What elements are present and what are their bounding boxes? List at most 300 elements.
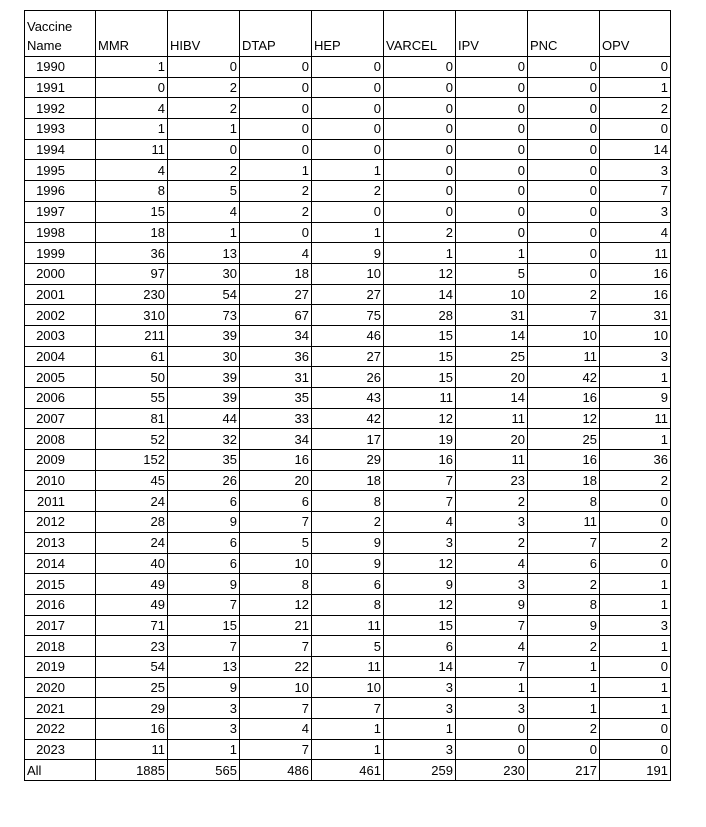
- value-cell[interactable]: 6: [168, 532, 240, 553]
- header-cell-opv[interactable]: OPV: [600, 11, 671, 57]
- value-cell[interactable]: 1: [312, 739, 384, 760]
- value-cell[interactable]: 0: [384, 57, 456, 78]
- value-cell[interactable]: 4: [456, 636, 528, 657]
- value-cell[interactable]: 15: [168, 615, 240, 636]
- value-cell[interactable]: 5: [168, 181, 240, 202]
- total-value-cell[interactable]: 259: [384, 760, 456, 781]
- total-value-cell[interactable]: 217: [528, 760, 600, 781]
- value-cell[interactable]: 32: [168, 429, 240, 450]
- year-cell[interactable]: 2002: [25, 305, 96, 326]
- value-cell[interactable]: 1: [456, 243, 528, 264]
- value-cell[interactable]: 42: [312, 408, 384, 429]
- value-cell[interactable]: 15: [384, 615, 456, 636]
- value-cell[interactable]: 6: [240, 491, 312, 512]
- value-cell[interactable]: 2: [528, 719, 600, 740]
- value-cell[interactable]: 10: [600, 325, 671, 346]
- value-cell[interactable]: 11: [528, 512, 600, 533]
- year-cell[interactable]: 2009: [25, 450, 96, 471]
- value-cell[interactable]: 23: [96, 636, 168, 657]
- value-cell[interactable]: 2: [312, 512, 384, 533]
- value-cell[interactable]: 9: [168, 677, 240, 698]
- value-cell[interactable]: 0: [528, 98, 600, 119]
- value-cell[interactable]: 9: [528, 615, 600, 636]
- value-cell[interactable]: 0: [528, 160, 600, 181]
- value-cell[interactable]: 10: [456, 284, 528, 305]
- value-cell[interactable]: 11: [384, 388, 456, 409]
- value-cell[interactable]: 11: [96, 739, 168, 760]
- value-cell[interactable]: 0: [600, 656, 671, 677]
- value-cell[interactable]: 24: [96, 532, 168, 553]
- value-cell[interactable]: 42: [528, 367, 600, 388]
- year-cell[interactable]: 2013: [25, 532, 96, 553]
- value-cell[interactable]: 7: [528, 305, 600, 326]
- value-cell[interactable]: 8: [528, 491, 600, 512]
- total-value-cell[interactable]: 565: [168, 760, 240, 781]
- value-cell[interactable]: 3: [456, 574, 528, 595]
- value-cell[interactable]: 25: [528, 429, 600, 450]
- value-cell[interactable]: 0: [456, 77, 528, 98]
- value-cell[interactable]: 27: [240, 284, 312, 305]
- value-cell[interactable]: 0: [384, 98, 456, 119]
- value-cell[interactable]: 14: [384, 656, 456, 677]
- value-cell[interactable]: 5: [312, 636, 384, 657]
- value-cell[interactable]: 30: [168, 263, 240, 284]
- value-cell[interactable]: 0: [528, 57, 600, 78]
- value-cell[interactable]: 1: [240, 160, 312, 181]
- value-cell[interactable]: 4: [240, 719, 312, 740]
- value-cell[interactable]: 0: [168, 139, 240, 160]
- value-cell[interactable]: 0: [384, 181, 456, 202]
- value-cell[interactable]: 16: [96, 719, 168, 740]
- value-cell[interactable]: 3: [600, 201, 671, 222]
- value-cell[interactable]: 40: [96, 553, 168, 574]
- value-cell[interactable]: 11: [528, 346, 600, 367]
- header-cell-pnc[interactable]: PNC: [528, 11, 600, 57]
- value-cell[interactable]: 3: [456, 512, 528, 533]
- value-cell[interactable]: 54: [96, 656, 168, 677]
- value-cell[interactable]: 55: [96, 388, 168, 409]
- value-cell[interactable]: 1: [168, 119, 240, 140]
- value-cell[interactable]: 13: [168, 243, 240, 264]
- value-cell[interactable]: 4: [96, 98, 168, 119]
- value-cell[interactable]: 3: [384, 739, 456, 760]
- value-cell[interactable]: 0: [312, 201, 384, 222]
- value-cell[interactable]: 8: [240, 574, 312, 595]
- value-cell[interactable]: 2: [168, 98, 240, 119]
- value-cell[interactable]: 0: [240, 98, 312, 119]
- value-cell[interactable]: 1: [600, 698, 671, 719]
- value-cell[interactable]: 15: [96, 201, 168, 222]
- year-cell[interactable]: 2022: [25, 719, 96, 740]
- value-cell[interactable]: 1: [168, 739, 240, 760]
- value-cell[interactable]: 11: [600, 408, 671, 429]
- value-cell[interactable]: 2: [168, 77, 240, 98]
- value-cell[interactable]: 36: [96, 243, 168, 264]
- value-cell[interactable]: 2: [600, 532, 671, 553]
- value-cell[interactable]: 7: [528, 532, 600, 553]
- value-cell[interactable]: 0: [384, 139, 456, 160]
- year-cell[interactable]: 2001: [25, 284, 96, 305]
- value-cell[interactable]: 0: [312, 77, 384, 98]
- value-cell[interactable]: 31: [600, 305, 671, 326]
- value-cell[interactable]: 25: [456, 346, 528, 367]
- value-cell[interactable]: 13: [168, 656, 240, 677]
- value-cell[interactable]: 16: [600, 263, 671, 284]
- value-cell[interactable]: 7: [240, 739, 312, 760]
- value-cell[interactable]: 3: [168, 698, 240, 719]
- year-cell[interactable]: 1996: [25, 181, 96, 202]
- value-cell[interactable]: 0: [456, 139, 528, 160]
- value-cell[interactable]: 20: [456, 367, 528, 388]
- value-cell[interactable]: 1: [600, 677, 671, 698]
- value-cell[interactable]: 54: [168, 284, 240, 305]
- value-cell[interactable]: 1: [600, 636, 671, 657]
- value-cell[interactable]: 7: [168, 594, 240, 615]
- value-cell[interactable]: 0: [168, 57, 240, 78]
- value-cell[interactable]: 14: [456, 388, 528, 409]
- value-cell[interactable]: 2: [456, 532, 528, 553]
- value-cell[interactable]: 5: [456, 263, 528, 284]
- value-cell[interactable]: 0: [528, 201, 600, 222]
- value-cell[interactable]: 4: [96, 160, 168, 181]
- value-cell[interactable]: 5: [240, 532, 312, 553]
- value-cell[interactable]: 12: [528, 408, 600, 429]
- value-cell[interactable]: 7: [240, 698, 312, 719]
- value-cell[interactable]: 4: [600, 222, 671, 243]
- value-cell[interactable]: 19: [384, 429, 456, 450]
- year-cell[interactable]: 1991: [25, 77, 96, 98]
- value-cell[interactable]: 34: [240, 429, 312, 450]
- total-value-cell[interactable]: 461: [312, 760, 384, 781]
- value-cell[interactable]: 9: [312, 532, 384, 553]
- value-cell[interactable]: 2: [600, 470, 671, 491]
- value-cell[interactable]: 36: [240, 346, 312, 367]
- total-value-cell[interactable]: 1885: [96, 760, 168, 781]
- value-cell[interactable]: 10: [240, 553, 312, 574]
- year-cell[interactable]: 2017: [25, 615, 96, 636]
- header-cell-hibv[interactable]: HIBV: [168, 11, 240, 57]
- value-cell[interactable]: 0: [600, 491, 671, 512]
- year-cell[interactable]: 1997: [25, 201, 96, 222]
- value-cell[interactable]: 1: [312, 719, 384, 740]
- value-cell[interactable]: 1: [312, 222, 384, 243]
- value-cell[interactable]: 230: [96, 284, 168, 305]
- year-cell[interactable]: 1994: [25, 139, 96, 160]
- value-cell[interactable]: 7: [312, 698, 384, 719]
- value-cell[interactable]: 6: [168, 553, 240, 574]
- value-cell[interactable]: 6: [384, 636, 456, 657]
- value-cell[interactable]: 0: [240, 222, 312, 243]
- value-cell[interactable]: 7: [384, 470, 456, 491]
- value-cell[interactable]: 152: [96, 450, 168, 471]
- value-cell[interactable]: 22: [240, 656, 312, 677]
- value-cell[interactable]: 4: [456, 553, 528, 574]
- year-cell[interactable]: 2003: [25, 325, 96, 346]
- value-cell[interactable]: 73: [168, 305, 240, 326]
- value-cell[interactable]: 33: [240, 408, 312, 429]
- value-cell[interactable]: 0: [528, 243, 600, 264]
- value-cell[interactable]: 0: [96, 77, 168, 98]
- value-cell[interactable]: 26: [312, 367, 384, 388]
- value-cell[interactable]: 9: [168, 512, 240, 533]
- header-cell-mmr[interactable]: MMR: [96, 11, 168, 57]
- value-cell[interactable]: 7: [456, 656, 528, 677]
- value-cell[interactable]: 14: [600, 139, 671, 160]
- value-cell[interactable]: 0: [312, 57, 384, 78]
- year-cell[interactable]: 2006: [25, 388, 96, 409]
- value-cell[interactable]: 71: [96, 615, 168, 636]
- value-cell[interactable]: 1: [384, 243, 456, 264]
- value-cell[interactable]: 11: [312, 615, 384, 636]
- value-cell[interactable]: 10: [312, 677, 384, 698]
- value-cell[interactable]: 61: [96, 346, 168, 367]
- value-cell[interactable]: 1: [528, 656, 600, 677]
- value-cell[interactable]: 0: [456, 719, 528, 740]
- value-cell[interactable]: 2: [240, 181, 312, 202]
- value-cell[interactable]: 35: [240, 388, 312, 409]
- value-cell[interactable]: 10: [312, 263, 384, 284]
- value-cell[interactable]: 8: [96, 181, 168, 202]
- value-cell[interactable]: 0: [456, 160, 528, 181]
- value-cell[interactable]: 67: [240, 305, 312, 326]
- value-cell[interactable]: 3: [384, 677, 456, 698]
- value-cell[interactable]: 27: [312, 284, 384, 305]
- value-cell[interactable]: 0: [456, 98, 528, 119]
- value-cell[interactable]: 20: [240, 470, 312, 491]
- value-cell[interactable]: 0: [600, 739, 671, 760]
- value-cell[interactable]: 18: [528, 470, 600, 491]
- value-cell[interactable]: 11: [312, 656, 384, 677]
- year-cell[interactable]: 2020: [25, 677, 96, 698]
- value-cell[interactable]: 15: [384, 325, 456, 346]
- year-cell[interactable]: 2018: [25, 636, 96, 657]
- value-cell[interactable]: 97: [96, 263, 168, 284]
- year-cell[interactable]: 2007: [25, 408, 96, 429]
- year-cell[interactable]: 2000: [25, 263, 96, 284]
- value-cell[interactable]: 211: [96, 325, 168, 346]
- value-cell[interactable]: 0: [240, 139, 312, 160]
- value-cell[interactable]: 1: [168, 222, 240, 243]
- value-cell[interactable]: 16: [528, 388, 600, 409]
- value-cell[interactable]: 16: [240, 450, 312, 471]
- value-cell[interactable]: 0: [384, 119, 456, 140]
- value-cell[interactable]: 11: [600, 243, 671, 264]
- value-cell[interactable]: 4: [240, 243, 312, 264]
- value-cell[interactable]: 81: [96, 408, 168, 429]
- year-cell[interactable]: 2004: [25, 346, 96, 367]
- value-cell[interactable]: 6: [168, 491, 240, 512]
- value-cell[interactable]: 3: [600, 160, 671, 181]
- value-cell[interactable]: 9: [456, 594, 528, 615]
- value-cell[interactable]: 1: [600, 367, 671, 388]
- header-cell-vaccine-name[interactable]: Vaccine Name: [25, 11, 96, 57]
- value-cell[interactable]: 0: [528, 77, 600, 98]
- value-cell[interactable]: 1: [384, 719, 456, 740]
- value-cell[interactable]: 0: [600, 119, 671, 140]
- value-cell[interactable]: 16: [600, 284, 671, 305]
- value-cell[interactable]: 21: [240, 615, 312, 636]
- value-cell[interactable]: 0: [528, 263, 600, 284]
- value-cell[interactable]: 18: [312, 470, 384, 491]
- value-cell[interactable]: 16: [528, 450, 600, 471]
- value-cell[interactable]: 6: [528, 553, 600, 574]
- value-cell[interactable]: 0: [240, 77, 312, 98]
- total-label-cell[interactable]: All: [25, 760, 96, 781]
- value-cell[interactable]: 17: [312, 429, 384, 450]
- value-cell[interactable]: 50: [96, 367, 168, 388]
- value-cell[interactable]: 1: [600, 429, 671, 450]
- value-cell[interactable]: 9: [600, 388, 671, 409]
- value-cell[interactable]: 3: [384, 698, 456, 719]
- value-cell[interactable]: 12: [384, 408, 456, 429]
- year-cell[interactable]: 2011: [25, 491, 96, 512]
- value-cell[interactable]: 3: [600, 615, 671, 636]
- value-cell[interactable]: 0: [600, 553, 671, 574]
- value-cell[interactable]: 39: [168, 325, 240, 346]
- value-cell[interactable]: 20: [456, 429, 528, 450]
- value-cell[interactable]: 0: [528, 119, 600, 140]
- value-cell[interactable]: 2: [456, 491, 528, 512]
- value-cell[interactable]: 14: [456, 325, 528, 346]
- value-cell[interactable]: 0: [384, 201, 456, 222]
- value-cell[interactable]: 75: [312, 305, 384, 326]
- value-cell[interactable]: 1: [528, 698, 600, 719]
- value-cell[interactable]: 0: [600, 719, 671, 740]
- value-cell[interactable]: 6: [312, 574, 384, 595]
- value-cell[interactable]: 30: [168, 346, 240, 367]
- value-cell[interactable]: 0: [528, 181, 600, 202]
- value-cell[interactable]: 11: [96, 139, 168, 160]
- value-cell[interactable]: 49: [96, 574, 168, 595]
- value-cell[interactable]: 26: [168, 470, 240, 491]
- value-cell[interactable]: 2: [528, 574, 600, 595]
- value-cell[interactable]: 15: [384, 346, 456, 367]
- value-cell[interactable]: 1: [600, 77, 671, 98]
- value-cell[interactable]: 46: [312, 325, 384, 346]
- value-cell[interactable]: 3: [600, 346, 671, 367]
- value-cell[interactable]: 25: [96, 677, 168, 698]
- value-cell[interactable]: 2: [240, 201, 312, 222]
- value-cell[interactable]: 0: [384, 77, 456, 98]
- value-cell[interactable]: 31: [240, 367, 312, 388]
- value-cell[interactable]: 29: [96, 698, 168, 719]
- year-cell[interactable]: 2012: [25, 512, 96, 533]
- value-cell[interactable]: 4: [168, 201, 240, 222]
- value-cell[interactable]: 0: [312, 119, 384, 140]
- value-cell[interactable]: 0: [384, 160, 456, 181]
- value-cell[interactable]: 7: [600, 181, 671, 202]
- value-cell[interactable]: 0: [312, 98, 384, 119]
- value-cell[interactable]: 10: [240, 677, 312, 698]
- year-cell[interactable]: 1995: [25, 160, 96, 181]
- value-cell[interactable]: 1: [600, 594, 671, 615]
- year-cell[interactable]: 1999: [25, 243, 96, 264]
- value-cell[interactable]: 0: [528, 139, 600, 160]
- value-cell[interactable]: 1: [600, 574, 671, 595]
- value-cell[interactable]: 12: [384, 553, 456, 574]
- value-cell[interactable]: 7: [240, 636, 312, 657]
- value-cell[interactable]: 14: [384, 284, 456, 305]
- value-cell[interactable]: 0: [456, 739, 528, 760]
- value-cell[interactable]: 0: [312, 139, 384, 160]
- value-cell[interactable]: 29: [312, 450, 384, 471]
- header-cell-dtap[interactable]: DTAP: [240, 11, 312, 57]
- year-cell[interactable]: 1990: [25, 57, 96, 78]
- value-cell[interactable]: 0: [456, 119, 528, 140]
- value-cell[interactable]: 1: [96, 57, 168, 78]
- value-cell[interactable]: 49: [96, 594, 168, 615]
- value-cell[interactable]: 34: [240, 325, 312, 346]
- value-cell[interactable]: 8: [312, 491, 384, 512]
- total-value-cell[interactable]: 230: [456, 760, 528, 781]
- value-cell[interactable]: 44: [168, 408, 240, 429]
- value-cell[interactable]: 2: [312, 181, 384, 202]
- value-cell[interactable]: 7: [168, 636, 240, 657]
- value-cell[interactable]: 36: [600, 450, 671, 471]
- value-cell[interactable]: 35: [168, 450, 240, 471]
- total-value-cell[interactable]: 191: [600, 760, 671, 781]
- value-cell[interactable]: 4: [384, 512, 456, 533]
- value-cell[interactable]: 0: [456, 181, 528, 202]
- year-cell[interactable]: 1993: [25, 119, 96, 140]
- value-cell[interactable]: 27: [312, 346, 384, 367]
- value-cell[interactable]: 10: [528, 325, 600, 346]
- year-cell[interactable]: 2019: [25, 656, 96, 677]
- value-cell[interactable]: 15: [384, 367, 456, 388]
- value-cell[interactable]: 0: [240, 119, 312, 140]
- value-cell[interactable]: 0: [240, 57, 312, 78]
- year-cell[interactable]: 2016: [25, 594, 96, 615]
- year-cell[interactable]: 2008: [25, 429, 96, 450]
- header-cell-varcel[interactable]: VARCEL: [384, 11, 456, 57]
- value-cell[interactable]: 2: [600, 98, 671, 119]
- value-cell[interactable]: 0: [456, 201, 528, 222]
- value-cell[interactable]: 45: [96, 470, 168, 491]
- value-cell[interactable]: 12: [384, 594, 456, 615]
- year-cell[interactable]: 2005: [25, 367, 96, 388]
- header-cell-ipv[interactable]: IPV: [456, 11, 528, 57]
- value-cell[interactable]: 8: [528, 594, 600, 615]
- value-cell[interactable]: 3: [384, 532, 456, 553]
- value-cell[interactable]: 0: [456, 57, 528, 78]
- value-cell[interactable]: 9: [168, 574, 240, 595]
- value-cell[interactable]: 28: [96, 512, 168, 533]
- value-cell[interactable]: 12: [240, 594, 312, 615]
- value-cell[interactable]: 7: [384, 491, 456, 512]
- value-cell[interactable]: 2: [168, 160, 240, 181]
- value-cell[interactable]: 0: [600, 57, 671, 78]
- value-cell[interactable]: 1: [96, 119, 168, 140]
- value-cell[interactable]: 28: [384, 305, 456, 326]
- value-cell[interactable]: 0: [528, 222, 600, 243]
- value-cell[interactable]: 23: [456, 470, 528, 491]
- value-cell[interactable]: 2: [528, 636, 600, 657]
- value-cell[interactable]: 1: [312, 160, 384, 181]
- value-cell[interactable]: 0: [528, 739, 600, 760]
- value-cell[interactable]: 7: [456, 615, 528, 636]
- value-cell[interactable]: 39: [168, 367, 240, 388]
- value-cell[interactable]: 2: [528, 284, 600, 305]
- year-cell[interactable]: 2010: [25, 470, 96, 491]
- value-cell[interactable]: 9: [312, 243, 384, 264]
- value-cell[interactable]: 18: [240, 263, 312, 284]
- year-cell[interactable]: 2014: [25, 553, 96, 574]
- value-cell[interactable]: 2: [384, 222, 456, 243]
- value-cell[interactable]: 12: [384, 263, 456, 284]
- total-value-cell[interactable]: 486: [240, 760, 312, 781]
- value-cell[interactable]: 0: [456, 222, 528, 243]
- value-cell[interactable]: 0: [600, 512, 671, 533]
